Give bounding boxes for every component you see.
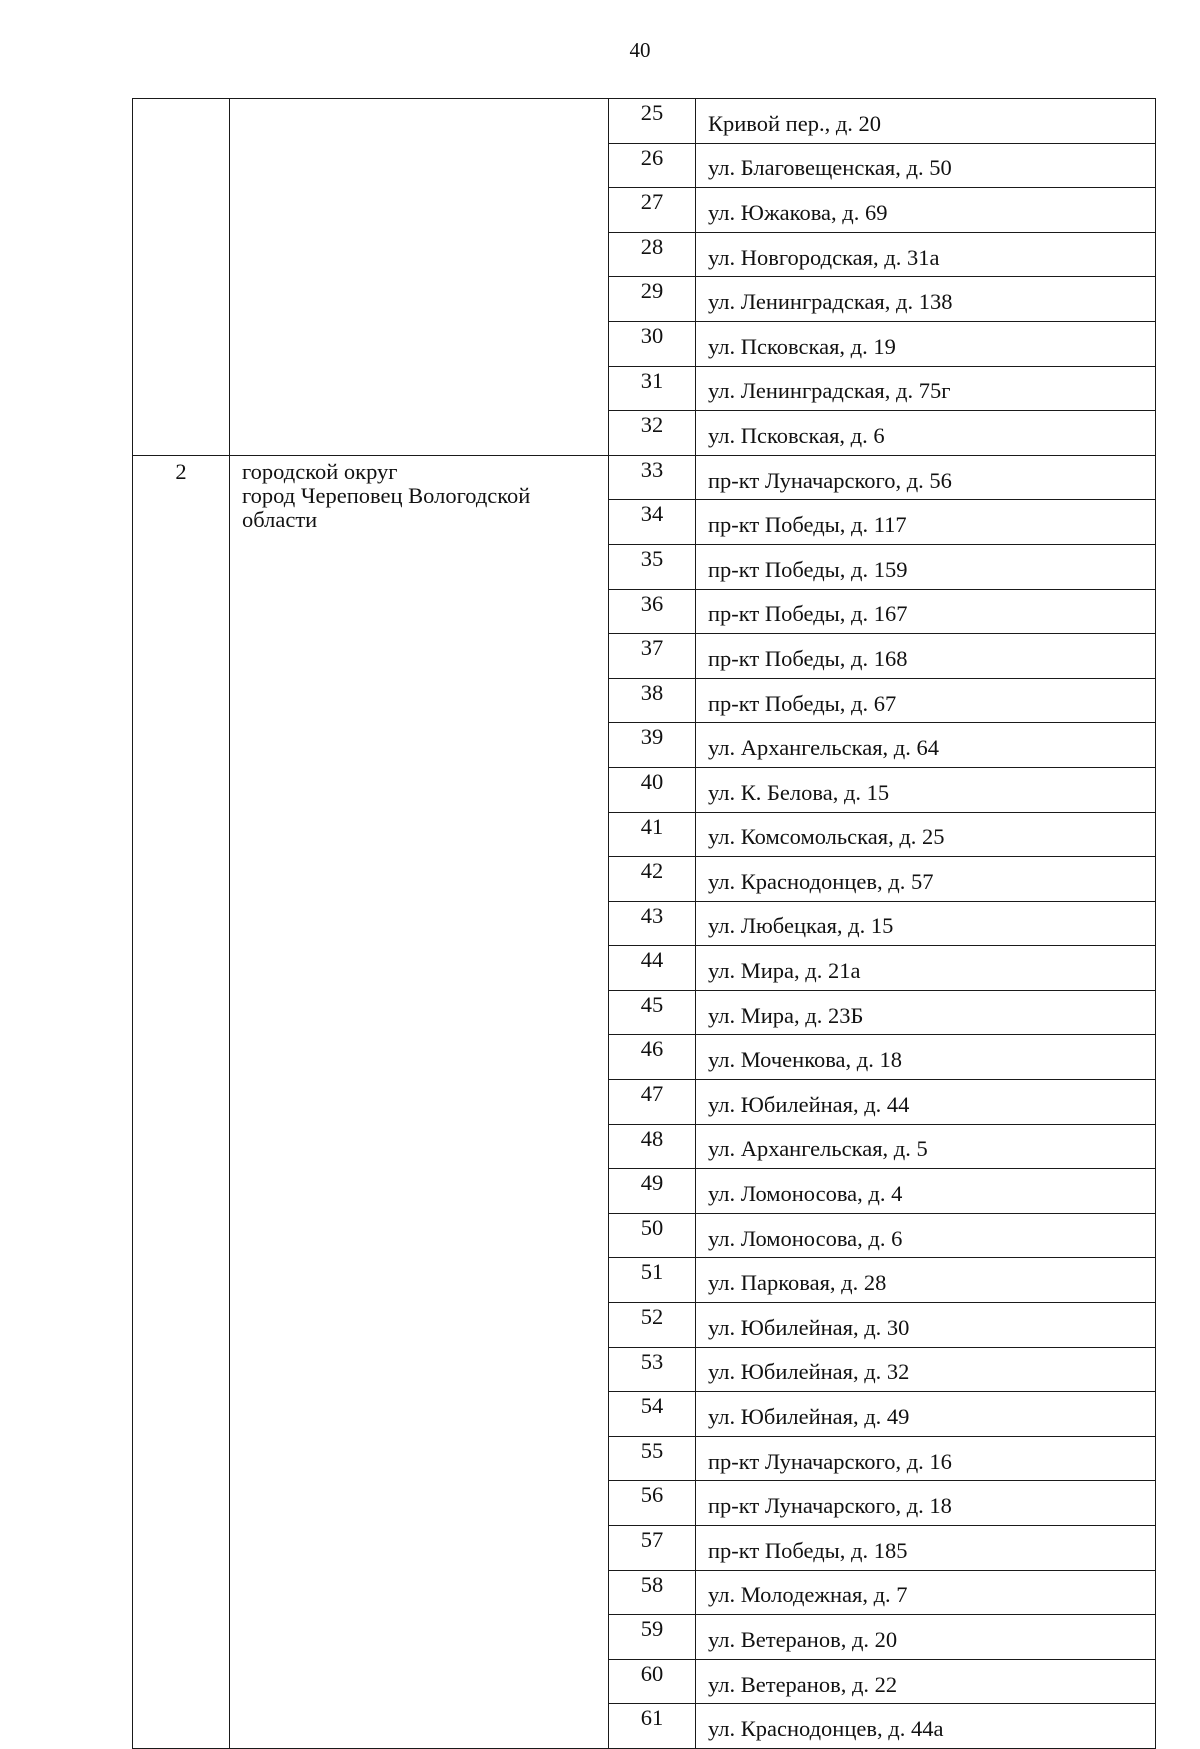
address-table — [132, 98, 1156, 1749]
municipality-cell — [230, 455, 609, 1748]
address-cell: пр-кт Победы, д. 159 — [696, 544, 1156, 589]
address-cell: ул. Южакова, д. 69 — [696, 188, 1156, 233]
address-cell: ул. Благовещенская, д. 50 — [696, 143, 1156, 188]
row-number-cell: 30 — [609, 321, 696, 366]
row-number-cell: 48 — [609, 1124, 696, 1169]
row-number-cell: 44 — [609, 946, 696, 991]
address-cell: ул. Ленинградская, д. 138 — [696, 277, 1156, 322]
row-number-cell: 45 — [609, 990, 696, 1035]
table-row — [133, 455, 1156, 500]
row-number-cell: 33 — [609, 455, 696, 500]
row-number-cell: 49 — [609, 1169, 696, 1214]
row-number-cell: 29 — [609, 277, 696, 322]
page-number: 40 — [629, 38, 651, 62]
row-number-cell: 53 — [609, 1347, 696, 1392]
address-cell: ул. Юбилейная, д. 44 — [696, 1080, 1156, 1125]
row-number-cell: 35 — [609, 544, 696, 589]
address-cell: пр-кт Победы, д. 168 — [696, 634, 1156, 679]
address-cell: ул. Молодежная, д. 7 — [696, 1570, 1156, 1615]
address-cell: ул. Ломоносова, д. 6 — [696, 1213, 1156, 1258]
row-number-cell: 54 — [609, 1392, 696, 1437]
row-number-cell: 40 — [609, 767, 696, 812]
address-cell: пр-кт Луначарского, д. 18 — [696, 1481, 1156, 1526]
row-number-cell: 61 — [609, 1704, 696, 1749]
address-cell: ул. Комсомольская, д. 25 — [696, 812, 1156, 857]
address-cell: пр-кт Победы, д. 117 — [696, 500, 1156, 545]
row-number-cell: 46 — [609, 1035, 696, 1080]
address-cell: ул. Псковская, д. 6 — [696, 411, 1156, 456]
row-number-cell: 51 — [609, 1258, 696, 1303]
address-cell: ул. Краснодонцев, д. 44а — [696, 1704, 1156, 1749]
municipality-line: области — [242, 506, 318, 532]
address-cell: Кривой пер., д. 20 — [696, 99, 1156, 144]
address-cell: пр-кт Луначарского, д. 16 — [696, 1436, 1156, 1481]
address-cell: ул. Парковая, д. 28 — [696, 1258, 1156, 1303]
address-cell: ул. Любецкая, д. 15 — [696, 901, 1156, 946]
row-number-cell: 41 — [609, 812, 696, 857]
address-cell: ул. Ленинградская, д. 75г — [696, 366, 1156, 411]
address-table-body — [133, 99, 1156, 1749]
row-number-cell: 32 — [609, 411, 696, 456]
row-number-cell: 34 — [609, 500, 696, 545]
row-number-cell: 57 — [609, 1526, 696, 1571]
group-index-cell — [133, 99, 230, 456]
row-number-cell: 58 — [609, 1570, 696, 1615]
municipality-line: городской округ — [242, 458, 398, 484]
address-cell: ул. Юбилейная, д. 30 — [696, 1303, 1156, 1348]
row-number-cell: 59 — [609, 1615, 696, 1660]
table-row — [133, 99, 1156, 144]
address-cell: ул. Ломоносова, д. 4 — [696, 1169, 1156, 1214]
address-cell: пр-кт Победы, д. 185 — [696, 1526, 1156, 1571]
address-cell: ул. Архангельская, д. 64 — [696, 723, 1156, 768]
row-number-cell: 55 — [609, 1436, 696, 1481]
address-cell: пр-кт Победы, д. 167 — [696, 589, 1156, 634]
row-number-cell: 56 — [609, 1481, 696, 1526]
address-cell: ул. Ветеранов, д. 22 — [696, 1659, 1156, 1704]
address-cell: ул. Новгородская, д. 31а — [696, 232, 1156, 277]
address-cell: ул. Юбилейная, д. 49 — [696, 1392, 1156, 1437]
row-number-cell: 50 — [609, 1213, 696, 1258]
row-number-cell: 60 — [609, 1659, 696, 1704]
address-table-container — [132, 98, 1156, 1749]
address-cell: ул. Ветеранов, д. 20 — [696, 1615, 1156, 1660]
row-number-cell: 26 — [609, 143, 696, 188]
row-number-cell: 42 — [609, 857, 696, 902]
row-number-cell: 39 — [609, 723, 696, 768]
municipality-line: город Череповец Вологодской — [242, 482, 531, 508]
address-cell: ул. Моченкова, д. 18 — [696, 1035, 1156, 1080]
row-number-cell: 36 — [609, 589, 696, 634]
address-cell: ул. Юбилейная, д. 32 — [696, 1347, 1156, 1392]
address-cell: ул. Мира, д. 23Б — [696, 990, 1156, 1035]
row-number-cell: 38 — [609, 678, 696, 723]
row-number-cell: 31 — [609, 366, 696, 411]
municipality-cell — [230, 99, 609, 456]
address-cell: ул. Краснодонцев, д. 57 — [696, 857, 1156, 902]
group-index-cell: 2 — [133, 455, 230, 1748]
row-number-cell: 43 — [609, 901, 696, 946]
address-cell: ул. Архангельская, д. 5 — [696, 1124, 1156, 1169]
address-cell: пр-кт Луначарского, д. 56 — [696, 455, 1156, 500]
row-number-cell: 37 — [609, 634, 696, 679]
row-number-cell: 28 — [609, 232, 696, 277]
address-cell: пр-кт Победы, д. 67 — [696, 678, 1156, 723]
address-cell: ул. Мира, д. 21а — [696, 946, 1156, 991]
row-number-cell: 52 — [609, 1303, 696, 1348]
row-number-cell: 47 — [609, 1080, 696, 1125]
address-cell: ул. К. Белова, д. 15 — [696, 767, 1156, 812]
row-number-cell: 25 — [609, 99, 696, 144]
row-number-cell: 27 — [609, 188, 696, 233]
address-cell: ул. Псковская, д. 19 — [696, 321, 1156, 366]
